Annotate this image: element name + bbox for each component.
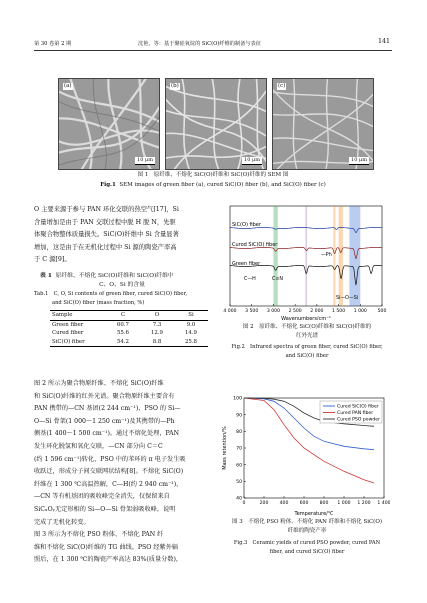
table1-cell: 12.9 xyxy=(150,330,163,337)
fig2-caption-cn xyxy=(222,323,392,341)
table1-cell: Green fiber xyxy=(52,321,84,328)
table1-header: C xyxy=(106,311,140,321)
figure-2 xyxy=(222,204,390,324)
p2-line: 收跃迁，形成分子间交联网状结构[8]。不熔化 SiC(O) xyxy=(34,468,184,476)
fig1-caption-cn: 图 1 原纤维、不熔化 SiC(O)纤维和 SiC(O)纤维的 SEM 图 xyxy=(137,172,289,178)
scale-bar-a: 10 μm xyxy=(137,157,153,163)
annotation-ch: C—H xyxy=(244,277,256,282)
annotation-cn: C≡N xyxy=(272,277,283,282)
x-tick-label: 2 000 xyxy=(310,309,324,314)
panel-label-b: (b) xyxy=(171,83,179,89)
y-axis-label: Mass retention/% xyxy=(222,426,228,470)
table1-header: Si xyxy=(174,311,208,321)
table-1 xyxy=(50,310,208,347)
figure-1 xyxy=(58,78,374,170)
table1-number: 表 1 xyxy=(40,273,52,279)
legend-label: Cured SiC(O) fiber xyxy=(337,404,379,410)
absorption-band xyxy=(273,206,277,306)
p2-line: 和 SiC(O)纤维的红外光谱。聚合物原纤维主要含有 xyxy=(34,392,175,400)
x-tick-label: 3 500 xyxy=(245,309,259,314)
p2-line: O—Si 骨架(1 000～1 250 cm⁻¹)及其携带的—Ph xyxy=(34,417,175,425)
p1-line: O 主要来源于参与 PAN 环化交联的热空气[17]，Si xyxy=(34,206,179,213)
fig2-caption-en xyxy=(222,343,392,361)
table1-cell: SiC(O) fiber xyxy=(50,338,106,347)
p1-line: 体聚合物整体质量损失。SiC(O)纤维中 Si 含量显著 xyxy=(34,231,179,239)
fig3-caption-cn-1: 图 3 不熔化 PSO 粉体、不熔化 PAN 纤维和不熔化 SiC(O) xyxy=(232,519,382,525)
x-tick-label: 800 xyxy=(319,501,329,506)
x-tick-label: 1 000 xyxy=(353,309,367,314)
fig3-caption-cn-2: 纤维的陶瓷产率 xyxy=(287,528,327,534)
table1-title-en-2: and SiC(O) fiber (mass fraction, %) xyxy=(52,300,145,306)
absorption-band xyxy=(333,206,335,306)
p2-line: SiCₓOᵧ无定形相的 Si—O—Si 骨架弱吸收峰，说明 xyxy=(34,505,176,513)
annotation-sio: Si—O—Si xyxy=(336,296,359,301)
table1-cell: 14.9 xyxy=(184,330,197,337)
ir-spectra-chart xyxy=(222,204,390,320)
x-tick-label: 600 xyxy=(299,501,309,506)
x-tick-label: 1 000 xyxy=(337,501,351,506)
fig2-caption-en-1: Fig.2 Infrared spectra of green fiber, cured SiC(O) fiber, xyxy=(231,344,383,350)
series-label-cured-fiber: Curod SiC(O) fiber xyxy=(232,242,278,248)
table-row xyxy=(50,320,208,329)
series-label-green-fiber: Green fiber xyxy=(232,261,261,267)
y-tick-label: 40 xyxy=(236,496,242,502)
table1-title-cn-1: 原纤维、不熔化 SiC(O)纤维和 SiC(O)纤维中 xyxy=(55,273,174,279)
scale-bar-b: 10 μm xyxy=(244,157,260,163)
table1-cell: 7.3 xyxy=(152,321,162,328)
table1-title-cn-2: C、O、Si 的含量 xyxy=(99,282,145,288)
scale-bar-c: 10 μm xyxy=(351,157,367,163)
sem-fibers-a xyxy=(59,79,159,169)
p2-line: (约 1 596 cm⁻¹)转化，PSO 中的苯环的 π 电子发生吸 xyxy=(34,455,186,463)
fig3-caption-en-2: fiber, and cured SiC(O) fiber xyxy=(269,549,345,555)
sem-fibers-b xyxy=(166,79,266,169)
fig1-caption-en xyxy=(34,181,392,190)
table1-cell: 8.8 xyxy=(140,338,174,347)
table-row xyxy=(50,329,208,338)
fig3-caption-cn xyxy=(222,518,392,536)
fig2-caption-en-2: and SiC(O) fiber xyxy=(285,353,329,359)
absorption-band xyxy=(306,206,307,306)
table1-cell: 60.7 xyxy=(116,321,129,328)
p2-line: 完成了无机化转变。 xyxy=(34,518,90,526)
y-tick-label: 70 xyxy=(236,446,242,452)
p2-line: PAN 携带的—CN 基团(2 244 cm⁻¹)，PSO 的 Si— xyxy=(34,405,181,413)
x-tick-label: 200 xyxy=(259,501,269,506)
sem-image-a xyxy=(58,78,160,170)
p2-line: 图 2 所示为聚合物原纤维、不熔化 SiC(O)纤维 xyxy=(34,380,164,387)
x-tick-label: 0 xyxy=(242,501,246,506)
series-label-sico-fiber: SiC(O) fiber xyxy=(232,222,261,228)
sem-image-c xyxy=(272,78,374,170)
y-tick-label: 100 xyxy=(233,396,242,402)
p2-line: 图 3 所示为不熔化 PSO 粉体、不熔化 PAN 纤 xyxy=(34,531,164,539)
header-article-title: 沈艳，等：基于聚硅氧烷的 SiC(O)纤维的制备与表征 xyxy=(138,41,261,47)
fig3-caption-en-1: Fig.3 Ceramic yields of cured PSO powder, cured PAN xyxy=(233,540,381,546)
x-tick-label: 1 500 xyxy=(331,309,346,314)
p2-line: 侧基(1 400～1 500 cm⁻¹)。通过不熔化处理，PAN xyxy=(34,430,180,438)
table1-header: Sample xyxy=(50,311,106,321)
p1-line: 含量增加是由于 PAN 交联过程中脱 H 脱 N，先驱 xyxy=(34,218,176,226)
p1-line: 增加，这是由于在无机化过程中 Si 源的陶瓷产率高 xyxy=(34,243,177,251)
legend-label: Cured PSO powder xyxy=(337,417,380,423)
header-rule xyxy=(34,50,392,51)
p1-line: 于 C 源[9]。 xyxy=(34,256,71,264)
x-tick-label: 2 500 xyxy=(288,309,302,314)
y-tick-label: 60 xyxy=(236,463,242,469)
figure-3 xyxy=(222,396,390,520)
table1-header: O xyxy=(140,311,174,321)
fig2-caption-cn-2: 红外光谱 xyxy=(295,333,318,339)
y-tick-label: 80 xyxy=(236,429,242,435)
p2-line: 纤维在 1 300 ℃高温热解，C—H(约 2 940 cm⁻¹)、 xyxy=(34,480,183,488)
sem-fibers-c xyxy=(273,79,373,169)
table1-cell: Cured fiber xyxy=(52,330,84,337)
y-tick-label: 90 xyxy=(236,413,242,419)
panel-label-c: (c) xyxy=(278,83,286,89)
x-tick-label: 4 000 xyxy=(223,309,237,314)
fig3-caption-en xyxy=(222,539,392,557)
sem-image-b xyxy=(165,78,267,170)
header-journal: 第 30 卷第 2 期 xyxy=(34,41,72,47)
table-1-title xyxy=(34,272,210,308)
x-axis-label: Wavenumbers/cm⁻¹ xyxy=(281,316,331,320)
p2-line: 照后，在 1 300 ℃的陶瓷产率高达 83%(质量分数)， xyxy=(34,556,183,564)
x-axis-label: Temperature/℃ xyxy=(294,511,334,516)
x-tick-label: 1 200 xyxy=(357,501,371,506)
x-tick-label: 400 xyxy=(279,501,289,506)
panel-label-a: (a) xyxy=(64,83,72,89)
absorption-band xyxy=(339,206,343,306)
paragraph-1 xyxy=(34,204,210,267)
annotation-ph: —Ph xyxy=(321,253,332,258)
p2-line: 发生环化脱氢和氧化交联，—CN 部分向 C＝C xyxy=(34,442,163,450)
fig2-caption-cn-1: 图 2 原纤维、不熔化 SiC(O)纤维和 SiC(O)纤维的 xyxy=(242,324,372,330)
table1-cell: 54.2 xyxy=(106,338,140,347)
x-tick-label: 1 400 xyxy=(377,501,390,506)
x-tick-label: 500 xyxy=(377,309,387,314)
table1-cell: 9.0 xyxy=(186,321,196,328)
legend-label: Cured PAN fiber xyxy=(337,411,374,417)
tg-curve-chart xyxy=(222,396,390,516)
x-tick-label: 3 000 xyxy=(266,309,281,314)
page-number: 141 xyxy=(378,38,391,45)
fig1-caption-en-number: Fig.1 xyxy=(100,182,116,188)
table1-cell: 55.6 xyxy=(116,330,129,337)
y-tick-label: 50 xyxy=(236,479,242,485)
fig1-caption-en-text: SEM images of green fiber (a), cured SiC(O) fiber (b), and SiC(O) fiber (c) xyxy=(119,182,326,188)
table-row xyxy=(50,338,208,347)
table1-cell: 25.8 xyxy=(174,338,208,347)
table1-title-en-1: Tab.1 C, O, Si contents of green fiber, cured SiC(O) fiber, xyxy=(34,291,188,297)
paragraph-2 xyxy=(34,378,214,567)
p2-line: —CN 等有机基团的吸收峰完全消失，仅保留来自 xyxy=(34,493,170,501)
p2-line: 维和不熔化 SiC(O)纤维的 TG 曲线。PSO 经紫外辐 xyxy=(34,543,179,551)
